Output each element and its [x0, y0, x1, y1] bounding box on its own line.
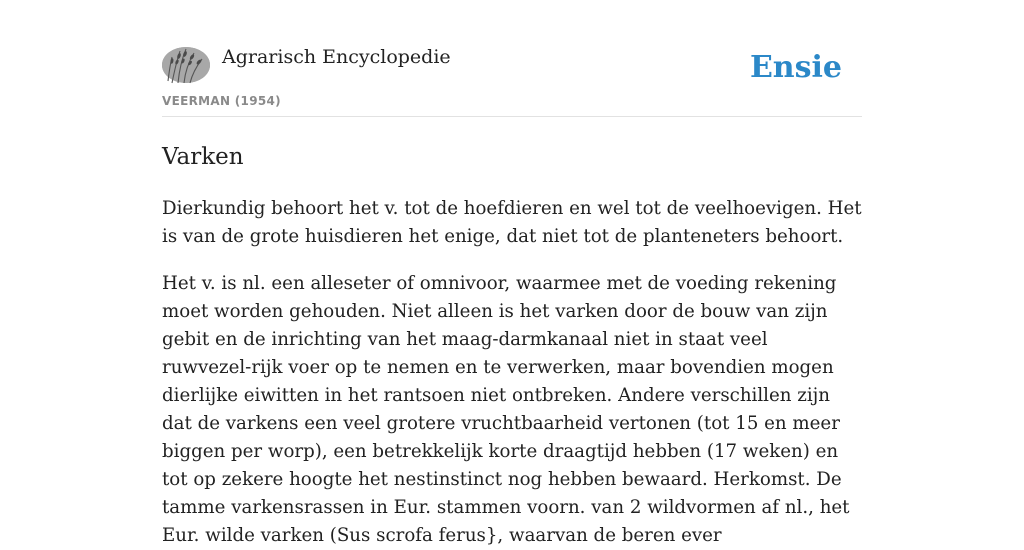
book-title[interactable]: Agrarisch Encyclopedie	[222, 46, 451, 68]
brand-logo[interactable]: Ensie	[749, 50, 842, 85]
wheat-ears-logo[interactable]	[162, 47, 210, 83]
wheat-ears-icon	[162, 47, 210, 83]
page-header	[162, 0, 862, 117]
byline: VEERMAN (1954)	[162, 94, 281, 108]
article-container	[162, 0, 862, 550]
article-paragraph: Het v. is nl. een alleseter of omnivoor, waarmee met de voeding rekening moet worden gehouden. Niet alleen is het varken door de bouw van zijn gebit en de inrichting van het maag-darmkanaal niet in staat veel ruwvezel-rijk voer op te nemen en te verwerken, maar bovendien mogen dierlijke eiwitten in het rantsoen niet ontbreken. Andere verschillen zijn dat de varkens een veel grotere vruchtbaarheid vertonen (tot 15 en meer biggen per worp), een betrekkelijk korte draagtijd hebben (17 weken) en tot op zekere hoogte het nestinstinct nog hebben bewaard. Herkomst. De tamme varkensrassen in Eur. stammen voorn. van 2 wildvormen af nl., het Eur. wilde varken (Sus scrofa ferus}, waarvan de beren ever	[162, 273, 850, 546]
article-paragraph: Dierkundig behoort het v. tot de hoefdieren en wel tot de veelhoevigen. Het is van de grote huisdieren het enige, dat niet tot de planteneters behoort.	[162, 198, 862, 247]
article-title: Varken	[162, 144, 244, 170]
